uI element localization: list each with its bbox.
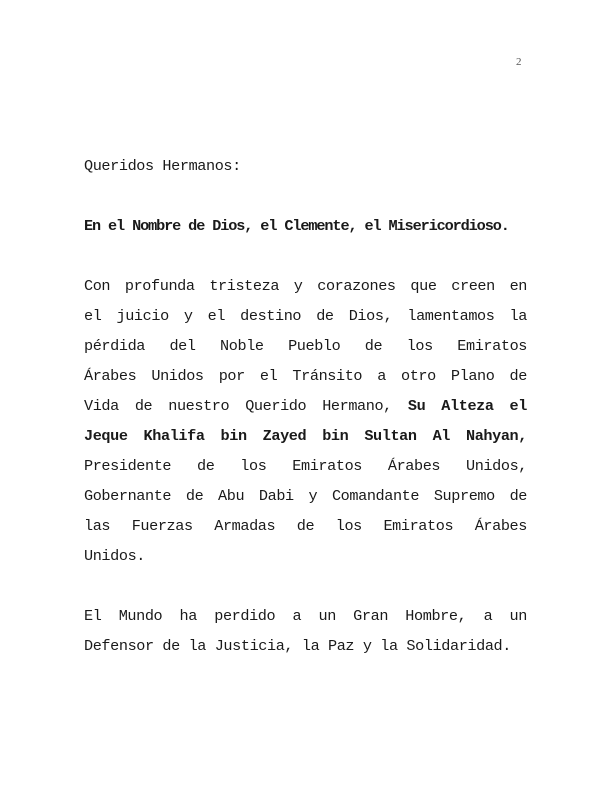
paragraph-condolence (84, 275, 527, 575)
paragraph-line: el juicio y el destino de Dios, lamentamos la (84, 307, 527, 325)
invocation: En el Nombre de Dios, el Clemente, el Misericordioso. (84, 217, 509, 235)
paragraph-tribute (84, 605, 527, 665)
blank-line (84, 185, 527, 215)
paragraph-line: El Mundo ha perdido a un Gran Hombre, a un (84, 607, 527, 625)
blank-line (84, 245, 527, 275)
paragraph-line (84, 395, 527, 425)
paragraph-line: Gobernante de Abu Dabi y Comandante Supremo de (84, 487, 527, 505)
paragraph-line: las Fuerzas Armadas de los Emiratos Árabes (84, 517, 527, 535)
letter-body (84, 155, 527, 665)
title-highness: Su Alteza el (407, 397, 527, 415)
paragraph-line: Defensor de la Justicia, la Paz y la Solidaridad. (84, 637, 511, 655)
page-number: 2 (516, 56, 522, 68)
paragraph-line-text: Vida de nuestro Querido Hermano, (84, 397, 392, 415)
paragraph-line: Árabes Unidos por el Tránsito a otro Plano de (84, 367, 527, 385)
paragraph-line: Con profunda tristeza y corazones que creen en (84, 277, 527, 295)
sheikh-name: Jeque Khalifa bin Zayed bin Sultan Al Nahyan, (84, 427, 527, 445)
blank-line (84, 575, 527, 605)
salutation: Queridos Hermanos: (84, 157, 241, 175)
paragraph-line: Presidente de los Emiratos Árabes Unidos, (84, 457, 527, 475)
paragraph-line: pérdida del Noble Pueblo de los Emiratos (84, 337, 527, 355)
paragraph-line: Unidos. (84, 547, 145, 565)
